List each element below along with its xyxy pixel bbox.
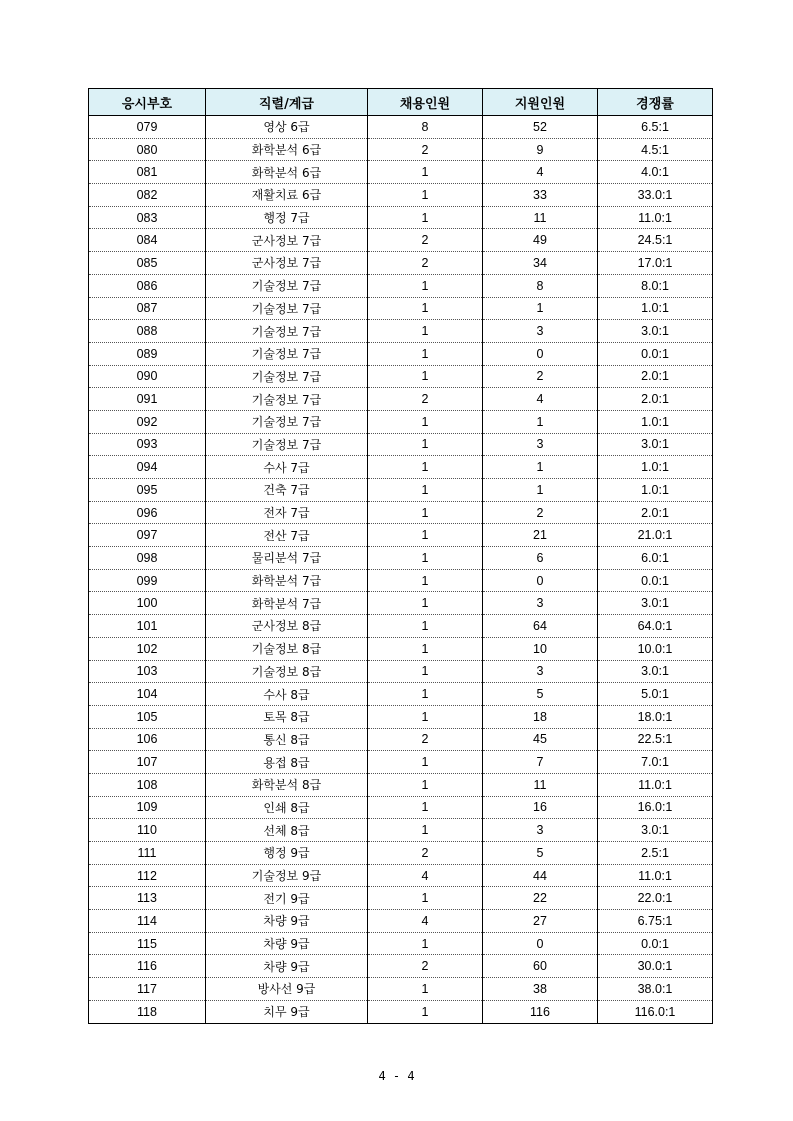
competition-ratio-cell: 0.0:1 xyxy=(598,569,713,592)
table-row xyxy=(89,524,713,547)
exam-code-cell: 100 xyxy=(89,592,206,615)
position-grade-cell: 수사 8급 xyxy=(206,683,368,706)
applicant-count-cell: 33 xyxy=(483,184,598,207)
applicant-count-cell: 11 xyxy=(483,206,598,229)
competition-ratio-cell: 30.0:1 xyxy=(598,955,713,978)
exam-code-cell: 112 xyxy=(89,864,206,887)
position-grade-cell: 군사정보 8급 xyxy=(206,615,368,638)
exam-code-cell: 099 xyxy=(89,569,206,592)
table-row xyxy=(89,206,713,229)
table-row xyxy=(89,592,713,615)
table-row xyxy=(89,683,713,706)
competition-ratio-cell: 6.0:1 xyxy=(598,547,713,570)
exam-code-cell: 108 xyxy=(89,773,206,796)
position-grade-cell: 전기 9급 xyxy=(206,887,368,910)
applicant-count-cell: 49 xyxy=(483,229,598,252)
exam-code-cell: 118 xyxy=(89,1000,206,1023)
applicant-count-cell: 22 xyxy=(483,887,598,910)
header-applicant-count: 지원인원 xyxy=(483,89,598,116)
hiring-count-cell: 1 xyxy=(368,342,483,365)
competition-ratio-cell: 116.0:1 xyxy=(598,1000,713,1023)
hiring-count-cell: 1 xyxy=(368,932,483,955)
position-grade-cell: 화학분석 6급 xyxy=(206,161,368,184)
table-row xyxy=(89,138,713,161)
exam-code-cell: 088 xyxy=(89,320,206,343)
table-row xyxy=(89,660,713,683)
applicant-count-cell: 1 xyxy=(483,479,598,502)
applicant-count-cell: 60 xyxy=(483,955,598,978)
hiring-count-cell: 1 xyxy=(368,615,483,638)
hiring-count-cell: 1 xyxy=(368,569,483,592)
position-grade-cell: 차량 9급 xyxy=(206,910,368,933)
position-grade-cell: 기술정보 7급 xyxy=(206,365,368,388)
hiring-count-cell: 1 xyxy=(368,365,483,388)
hiring-count-cell: 1 xyxy=(368,705,483,728)
table-row xyxy=(89,978,713,1001)
hiring-count-cell: 2 xyxy=(368,728,483,751)
table-row xyxy=(89,410,713,433)
table-row xyxy=(89,705,713,728)
hiring-count-cell: 2 xyxy=(368,229,483,252)
hiring-count-cell: 1 xyxy=(368,410,483,433)
applicant-count-cell: 7 xyxy=(483,751,598,774)
table-row xyxy=(89,229,713,252)
exam-code-cell: 115 xyxy=(89,932,206,955)
position-grade-cell: 통신 8급 xyxy=(206,728,368,751)
table-row xyxy=(89,569,713,592)
header-hiring-count: 채용인원 xyxy=(368,89,483,116)
position-grade-cell: 차량 9급 xyxy=(206,955,368,978)
competition-ratio-cell: 7.0:1 xyxy=(598,751,713,774)
exam-code-cell: 113 xyxy=(89,887,206,910)
exam-code-cell: 082 xyxy=(89,184,206,207)
exam-code-cell: 094 xyxy=(89,456,206,479)
position-grade-cell: 재활치료 6급 xyxy=(206,184,368,207)
position-grade-cell: 기술정보 7급 xyxy=(206,410,368,433)
exam-code-cell: 086 xyxy=(89,274,206,297)
competition-ratio-cell: 2.0:1 xyxy=(598,501,713,524)
table-row xyxy=(89,864,713,887)
applicant-count-cell: 3 xyxy=(483,660,598,683)
hiring-count-cell: 1 xyxy=(368,660,483,683)
table-row xyxy=(89,184,713,207)
applicant-count-cell: 0 xyxy=(483,932,598,955)
competition-ratio-cell: 17.0:1 xyxy=(598,252,713,275)
competition-ratio-cell: 2.0:1 xyxy=(598,388,713,411)
hiring-count-cell: 2 xyxy=(368,252,483,275)
table-row xyxy=(89,615,713,638)
table-row xyxy=(89,842,713,865)
applicant-count-cell: 2 xyxy=(483,365,598,388)
table-row xyxy=(89,796,713,819)
page-number: 4 - 4 xyxy=(378,1069,415,1083)
table-row xyxy=(89,342,713,365)
table-row xyxy=(89,1000,713,1023)
exam-code-cell: 110 xyxy=(89,819,206,842)
table-row xyxy=(89,320,713,343)
hiring-count-cell: 1 xyxy=(368,479,483,502)
applicant-count-cell: 0 xyxy=(483,342,598,365)
table-row xyxy=(89,819,713,842)
hiring-count-cell: 1 xyxy=(368,1000,483,1023)
applicant-count-cell: 34 xyxy=(483,252,598,275)
competition-ratio-cell: 3.0:1 xyxy=(598,320,713,343)
applicant-count-cell: 3 xyxy=(483,433,598,456)
exam-code-cell: 109 xyxy=(89,796,206,819)
position-grade-cell: 기술정보 7급 xyxy=(206,320,368,343)
header-position-grade: 직렬/계급 xyxy=(206,89,368,116)
hiring-count-cell: 1 xyxy=(368,773,483,796)
exam-code-cell: 087 xyxy=(89,297,206,320)
table-header-row xyxy=(89,89,713,116)
applicant-count-cell: 10 xyxy=(483,637,598,660)
exam-code-cell: 091 xyxy=(89,388,206,411)
table-row xyxy=(89,910,713,933)
position-grade-cell: 기술정보 8급 xyxy=(206,660,368,683)
competition-ratio-cell: 11.0:1 xyxy=(598,864,713,887)
table-row xyxy=(89,932,713,955)
hiring-count-cell: 8 xyxy=(368,116,483,139)
applicant-count-cell: 9 xyxy=(483,138,598,161)
applicant-count-cell: 116 xyxy=(483,1000,598,1023)
position-grade-cell: 차량 9급 xyxy=(206,932,368,955)
table-row xyxy=(89,773,713,796)
competition-ratio-cell: 3.0:1 xyxy=(598,592,713,615)
hiring-count-cell: 4 xyxy=(368,864,483,887)
hiring-count-cell: 1 xyxy=(368,637,483,660)
exam-code-cell: 116 xyxy=(89,955,206,978)
table-row xyxy=(89,161,713,184)
applicant-count-cell: 3 xyxy=(483,320,598,343)
competition-ratio-cell: 3.0:1 xyxy=(598,819,713,842)
table-row xyxy=(89,637,713,660)
exam-code-cell: 101 xyxy=(89,615,206,638)
position-grade-cell: 화학분석 8급 xyxy=(206,773,368,796)
applicant-count-cell: 18 xyxy=(483,705,598,728)
header-competition-ratio: 경쟁률 xyxy=(598,89,713,116)
exam-code-cell: 102 xyxy=(89,637,206,660)
competition-ratio-cell: 11.0:1 xyxy=(598,206,713,229)
hiring-count-cell: 1 xyxy=(368,320,483,343)
table-row xyxy=(89,456,713,479)
table-row xyxy=(89,116,713,139)
applicant-count-cell: 3 xyxy=(483,819,598,842)
applicant-count-cell: 11 xyxy=(483,773,598,796)
hiring-count-cell: 1 xyxy=(368,161,483,184)
applicant-count-cell: 1 xyxy=(483,456,598,479)
competition-ratio-cell: 0.0:1 xyxy=(598,342,713,365)
position-grade-cell: 선체 8급 xyxy=(206,819,368,842)
table-row xyxy=(89,365,713,388)
competition-ratio-cell: 1.0:1 xyxy=(598,479,713,502)
applicant-count-cell: 2 xyxy=(483,501,598,524)
hiring-count-cell: 2 xyxy=(368,388,483,411)
competition-ratio-cell: 4.5:1 xyxy=(598,138,713,161)
competition-ratio-cell: 11.0:1 xyxy=(598,773,713,796)
competition-ratio-cell: 16.0:1 xyxy=(598,796,713,819)
recruitment-competition-table xyxy=(88,88,713,1024)
hiring-count-cell: 4 xyxy=(368,910,483,933)
position-grade-cell: 영상 6급 xyxy=(206,116,368,139)
position-grade-cell: 방사선 9급 xyxy=(206,978,368,1001)
table-body xyxy=(89,116,713,1024)
applicant-count-cell: 21 xyxy=(483,524,598,547)
applicant-count-cell: 64 xyxy=(483,615,598,638)
exam-code-cell: 081 xyxy=(89,161,206,184)
table-row xyxy=(89,728,713,751)
competition-ratio-cell: 3.0:1 xyxy=(598,660,713,683)
hiring-count-cell: 1 xyxy=(368,274,483,297)
applicant-count-cell: 52 xyxy=(483,116,598,139)
competition-ratio-cell: 2.0:1 xyxy=(598,365,713,388)
position-grade-cell: 화학분석 6급 xyxy=(206,138,368,161)
hiring-count-cell: 2 xyxy=(368,138,483,161)
competition-ratio-cell: 21.0:1 xyxy=(598,524,713,547)
applicant-count-cell: 8 xyxy=(483,274,598,297)
exam-code-cell: 084 xyxy=(89,229,206,252)
competition-ratio-cell: 8.0:1 xyxy=(598,274,713,297)
hiring-count-cell: 1 xyxy=(368,547,483,570)
exam-code-cell: 103 xyxy=(89,660,206,683)
applicant-count-cell: 16 xyxy=(483,796,598,819)
position-grade-cell: 화학분석 7급 xyxy=(206,592,368,615)
applicant-count-cell: 0 xyxy=(483,569,598,592)
exam-code-cell: 085 xyxy=(89,252,206,275)
hiring-count-cell: 2 xyxy=(368,955,483,978)
competition-ratio-cell: 1.0:1 xyxy=(598,297,713,320)
position-grade-cell: 기술정보 7급 xyxy=(206,342,368,365)
exam-code-cell: 098 xyxy=(89,547,206,570)
hiring-count-cell: 1 xyxy=(368,206,483,229)
exam-code-cell: 111 xyxy=(89,842,206,865)
table-row xyxy=(89,433,713,456)
position-grade-cell: 기술정보 7급 xyxy=(206,388,368,411)
table-row xyxy=(89,388,713,411)
competition-ratio-cell: 38.0:1 xyxy=(598,978,713,1001)
hiring-count-cell: 1 xyxy=(368,592,483,615)
table-row xyxy=(89,751,713,774)
position-grade-cell: 행정 7급 xyxy=(206,206,368,229)
hiring-count-cell: 1 xyxy=(368,887,483,910)
hiring-count-cell: 1 xyxy=(368,501,483,524)
position-grade-cell: 군사정보 7급 xyxy=(206,229,368,252)
competition-ratio-cell: 4.0:1 xyxy=(598,161,713,184)
competition-ratio-cell: 22.5:1 xyxy=(598,728,713,751)
exam-code-cell: 095 xyxy=(89,479,206,502)
position-grade-cell: 토목 8급 xyxy=(206,705,368,728)
applicant-count-cell: 3 xyxy=(483,592,598,615)
hiring-count-cell: 1 xyxy=(368,978,483,1001)
exam-code-cell: 105 xyxy=(89,705,206,728)
table-row xyxy=(89,274,713,297)
position-grade-cell: 물리분석 7급 xyxy=(206,547,368,570)
table-row xyxy=(89,887,713,910)
applicant-count-cell: 4 xyxy=(483,161,598,184)
table-row xyxy=(89,501,713,524)
recruitment-table-container xyxy=(88,88,712,1024)
competition-ratio-cell: 6.5:1 xyxy=(598,116,713,139)
position-grade-cell: 용접 8급 xyxy=(206,751,368,774)
position-grade-cell: 기술정보 7급 xyxy=(206,297,368,320)
exam-code-cell: 093 xyxy=(89,433,206,456)
position-grade-cell: 치무 9급 xyxy=(206,1000,368,1023)
applicant-count-cell: 38 xyxy=(483,978,598,1001)
competition-ratio-cell: 3.0:1 xyxy=(598,433,713,456)
applicant-count-cell: 4 xyxy=(483,388,598,411)
exam-code-cell: 107 xyxy=(89,751,206,774)
exam-code-cell: 092 xyxy=(89,410,206,433)
applicant-count-cell: 27 xyxy=(483,910,598,933)
exam-code-cell: 114 xyxy=(89,910,206,933)
header-exam-code: 응시부호 xyxy=(89,89,206,116)
table-row xyxy=(89,955,713,978)
position-grade-cell: 군사정보 7급 xyxy=(206,252,368,275)
applicant-count-cell: 6 xyxy=(483,547,598,570)
exam-code-cell: 106 xyxy=(89,728,206,751)
applicant-count-cell: 5 xyxy=(483,842,598,865)
competition-ratio-cell: 10.0:1 xyxy=(598,637,713,660)
competition-ratio-cell: 5.0:1 xyxy=(598,683,713,706)
exam-code-cell: 097 xyxy=(89,524,206,547)
exam-code-cell: 079 xyxy=(89,116,206,139)
position-grade-cell: 전산 7급 xyxy=(206,524,368,547)
position-grade-cell: 인쇄 8급 xyxy=(206,796,368,819)
competition-ratio-cell: 18.0:1 xyxy=(598,705,713,728)
hiring-count-cell: 1 xyxy=(368,524,483,547)
hiring-count-cell: 1 xyxy=(368,297,483,320)
competition-ratio-cell: 24.5:1 xyxy=(598,229,713,252)
hiring-count-cell: 1 xyxy=(368,456,483,479)
hiring-count-cell: 1 xyxy=(368,796,483,819)
hiring-count-cell: 1 xyxy=(368,819,483,842)
exam-code-cell: 104 xyxy=(89,683,206,706)
position-grade-cell: 수사 7급 xyxy=(206,456,368,479)
hiring-count-cell: 1 xyxy=(368,751,483,774)
position-grade-cell: 행정 9급 xyxy=(206,842,368,865)
position-grade-cell: 건축 7급 xyxy=(206,479,368,502)
competition-ratio-cell: 64.0:1 xyxy=(598,615,713,638)
table-row xyxy=(89,479,713,502)
exam-code-cell: 090 xyxy=(89,365,206,388)
competition-ratio-cell: 6.75:1 xyxy=(598,910,713,933)
competition-ratio-cell: 1.0:1 xyxy=(598,410,713,433)
exam-code-cell: 089 xyxy=(89,342,206,365)
hiring-count-cell: 1 xyxy=(368,184,483,207)
competition-ratio-cell: 1.0:1 xyxy=(598,456,713,479)
position-grade-cell: 화학분석 7급 xyxy=(206,569,368,592)
competition-ratio-cell: 2.5:1 xyxy=(598,842,713,865)
applicant-count-cell: 1 xyxy=(483,297,598,320)
position-grade-cell: 전자 7급 xyxy=(206,501,368,524)
applicant-count-cell: 1 xyxy=(483,410,598,433)
exam-code-cell: 083 xyxy=(89,206,206,229)
position-grade-cell: 기술정보 7급 xyxy=(206,274,368,297)
applicant-count-cell: 45 xyxy=(483,728,598,751)
competition-ratio-cell: 22.0:1 xyxy=(598,887,713,910)
applicant-count-cell: 44 xyxy=(483,864,598,887)
exam-code-cell: 080 xyxy=(89,138,206,161)
exam-code-cell: 096 xyxy=(89,501,206,524)
hiring-count-cell: 1 xyxy=(368,433,483,456)
table-row xyxy=(89,547,713,570)
position-grade-cell: 기술정보 7급 xyxy=(206,433,368,456)
competition-ratio-cell: 0.0:1 xyxy=(598,932,713,955)
applicant-count-cell: 5 xyxy=(483,683,598,706)
position-grade-cell: 기술정보 9급 xyxy=(206,864,368,887)
table-row xyxy=(89,252,713,275)
position-grade-cell: 기술정보 8급 xyxy=(206,637,368,660)
competition-ratio-cell: 33.0:1 xyxy=(598,184,713,207)
hiring-count-cell: 1 xyxy=(368,683,483,706)
table-row xyxy=(89,297,713,320)
exam-code-cell: 117 xyxy=(89,978,206,1001)
hiring-count-cell: 2 xyxy=(368,842,483,865)
